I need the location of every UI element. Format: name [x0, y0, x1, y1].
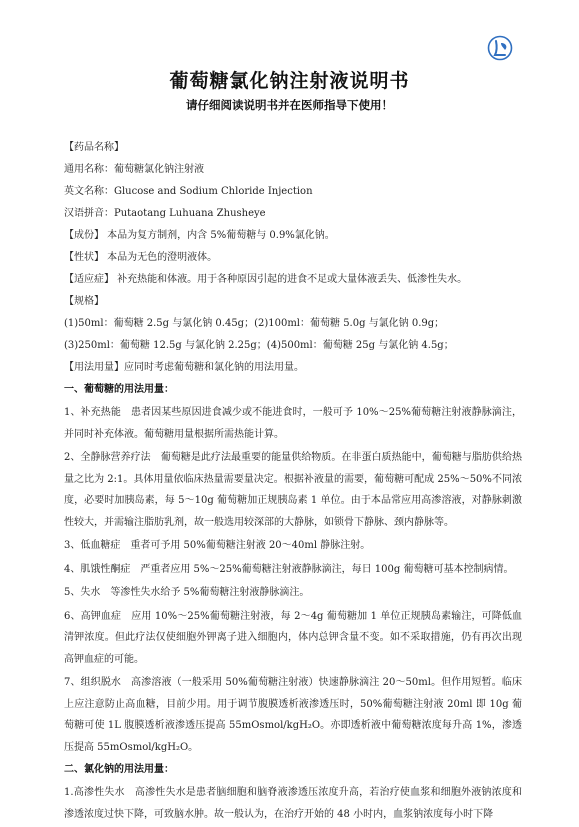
section-label-drug-name: 【药品名称】 — [64, 142, 124, 153]
glucose-paragraph: 1、补充热能 患者因某些原因进食减少或不能进食时，一般可予 10%～25%葡萄糖注射液静脉滴注，并同时补充体液。葡萄糖用量根据所需热能计算。 — [64, 407, 522, 440]
glucose-paragraph: 4、肌饿性酮症 严重者应用 5%～25%葡萄糖注射液静脉滴注，每日 100g 葡萄糖可基本控制病情。 — [64, 563, 514, 575]
page-subtitle: 请仔细阅读说明书并在医师指导下使用！ — [186, 98, 393, 112]
generic-name: 通用名称：葡萄糖氯化钠注射液 — [64, 164, 204, 175]
glucose-paragraph: 3、低血糖症 重者可予用 50%葡萄糖注射液 20～40ml 静脉注射。 — [64, 540, 371, 551]
pinyin-name: 汉语拼音：Putaotang Luhuana Zhusheye — [64, 208, 266, 219]
document-body — [64, 138, 522, 827]
glucose-paragraph: 6、高钾血症 应用 10%～25%葡萄糖注射液，每 2～4g 葡萄糖加 1 单位正规胰岛素输注，可降低血清钾浓度。但此疗法仅使细胞外钾离子进入细胞内，体内总钾含量不变。如不采取措施，仍有再次出现高钾血症的可能。 — [64, 610, 522, 665]
appearance: 【性状】 本品为无色的澄明液体。 — [64, 252, 218, 263]
glucose-paragraph: 7、组织脱水 高渗溶液（一般采用 50%葡萄糖注射液）快速静脉滴注 20～50ml。但作用短暂。临床上应注意防止高血糖，目前少用。用于调节腹膜透析液渗透压时，50%葡萄糖注射液 20ml 即 10g 葡萄糖可使 1L 腹膜透析液渗透压提高 55mOsmol/kgH₂O。亦即透析液中葡萄糖浓度每升高 1%，渗透压提高 55mOsmol/kgH₂O。 — [64, 677, 522, 753]
glucose-dosage-heading: 一、葡萄糖的用法用量： — [64, 384, 174, 395]
specification-line-2: (3)250ml：葡萄糖 12.5g 与氯化钠 2.25g；(4)500ml：葡萄糖 25g 与氯化钠 4.5g； — [64, 340, 454, 351]
section-label-specifications: 【规格】 — [64, 296, 104, 307]
sodium-chloride-dosage-heading: 二、氯化钠的用法用量： — [64, 764, 174, 775]
glucose-paragraph: 5、失水 等渗性失水给予 5%葡萄糖注射液静脉滴注。 — [64, 587, 310, 598]
english-name: 英文名称：Glucose and Sodium Chloride Injection — [64, 186, 313, 197]
leaf-logo — [486, 34, 514, 62]
indications: 【适应症】 补充热能和体液。用于各种原因引起的进食不足或大量体液丢失、低渗性失水。 — [64, 274, 468, 285]
dosage-intro: 【用法用量】应同时考虑葡萄糖和氯化钠的用法用量。 — [64, 362, 304, 373]
composition: 【成份】 本品为复方制剂，内含 5%葡萄糖与 0.9%氯化钠。 — [64, 230, 335, 241]
specification-line-1: (1)50ml：葡萄糖 2.5g 与氯化钠 0.45g；(2)100ml：葡萄糖 5.0g 与氯化钠 0.9g； — [64, 318, 445, 329]
glucose-paragraph: 2、全静脉营养疗法 葡萄糖是此疗法最重要的能量供给物质。在非蛋白质热能中，葡萄糖与脂肪供给热量之比为 2:1。具体用量依临床热量需要量决定。根据补液量的需要，葡萄糖可配成 25%～50%不同浓度，必要时加胰岛素，每 5～10g 葡萄糖加正规胰岛素 1 单位。由于本品常应用高渗溶液，对静脉刺激性较大，并需输注脂肪乳剂，故一般选用较深部的大静脉，如锁骨下静脉、颈内静脉等。 — [64, 452, 522, 528]
sodium-chloride-paragraph: 1.高渗性失水 高渗性失水是患者脑细胞和脑脊液渗透压浓度升高，若治疗使血浆和细胞外液钠浓度和渗透浓度过快下降，可致脑水肿。故一般认为，在治疗开始的 48 小时内，血浆钠浓度每小时下降 — [64, 787, 522, 820]
page-title: 葡萄糖氯化钠注射液说明书 — [169, 70, 410, 92]
